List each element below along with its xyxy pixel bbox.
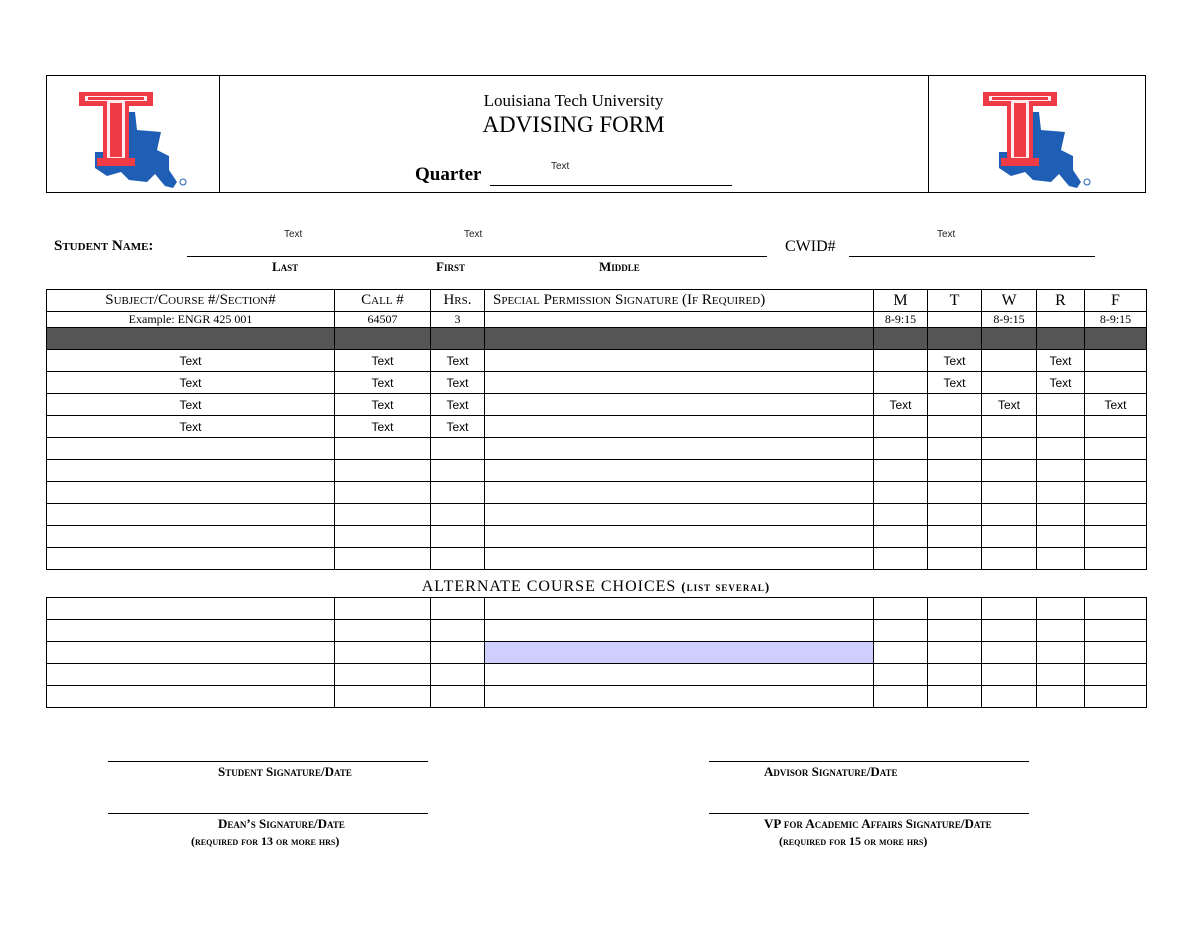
student-name-line (187, 256, 767, 257)
student-signature-line[interactable] (108, 761, 428, 762)
first-name-field[interactable]: Text (464, 229, 483, 240)
vp-signature-line[interactable] (709, 813, 1029, 814)
table-cell[interactable] (874, 504, 928, 526)
table-cell[interactable]: Text (335, 350, 431, 372)
table-cell[interactable] (928, 548, 982, 570)
table-cell[interactable] (485, 372, 874, 394)
table-cell[interactable] (982, 526, 1037, 548)
alternate-cell[interactable] (431, 642, 485, 664)
divider-row (47, 328, 1147, 350)
table-cell[interactable] (431, 438, 485, 460)
alternate-cell[interactable] (335, 598, 431, 620)
table-cell[interactable] (485, 482, 874, 504)
table-cell[interactable] (874, 482, 928, 504)
la-tech-logo-right (981, 90, 1093, 192)
alternate-cell[interactable] (431, 664, 485, 686)
table-cell[interactable] (874, 526, 928, 548)
table-cell[interactable] (431, 548, 485, 570)
table-cell[interactable] (431, 460, 485, 482)
alternate-cell[interactable] (335, 664, 431, 686)
alternate-row (47, 598, 1147, 620)
alternate-cell[interactable] (1085, 664, 1147, 686)
table-cell[interactable] (1037, 526, 1085, 548)
form-title: ADVISING FORM (482, 112, 665, 137)
col-w: W (982, 290, 1037, 312)
form-header (46, 75, 1146, 193)
alternate-cell[interactable] (982, 642, 1037, 664)
quarter-label: Quarter (415, 164, 482, 185)
dean-signature-line[interactable] (108, 813, 428, 814)
alternate-cell[interactable] (1085, 642, 1147, 664)
alternate-title: ALTERNATE COURSE CHOICES (421, 578, 677, 595)
col-m: M (874, 290, 928, 312)
table-header-row (47, 290, 1147, 312)
alternate-cell[interactable] (928, 620, 982, 642)
table-row (47, 416, 1147, 438)
table-cell[interactable] (874, 350, 928, 372)
table-cell[interactable]: Text (1085, 394, 1147, 416)
table-cell[interactable] (1037, 394, 1085, 416)
table-cell[interactable] (485, 460, 874, 482)
example-cell: 8-9:15 (982, 312, 1037, 328)
alternate-cell[interactable] (47, 664, 335, 686)
table-cell[interactable] (928, 526, 982, 548)
table-cell[interactable] (485, 394, 874, 416)
table-cell[interactable] (982, 548, 1037, 570)
table-cell[interactable] (485, 416, 874, 438)
table-cell[interactable] (982, 416, 1037, 438)
cwid-field[interactable]: Text (937, 229, 956, 240)
table-row (47, 504, 1147, 526)
table-cell[interactable]: Text (1037, 350, 1085, 372)
table-row (47, 526, 1147, 548)
table-cell[interactable]: Text (335, 416, 431, 438)
alternate-cell[interactable] (1037, 664, 1085, 686)
table-cell[interactable]: Text (335, 394, 431, 416)
alternate-cell[interactable] (335, 620, 431, 642)
university-name: Louisiana Tech University (483, 91, 664, 110)
example-cell: 64507 (335, 312, 431, 328)
table-cell[interactable] (1085, 416, 1147, 438)
table-cell[interactable] (1085, 350, 1147, 372)
example-cell (485, 312, 874, 328)
table-cell[interactable] (928, 438, 982, 460)
cwid-label: CWID# (785, 238, 836, 255)
table-cell[interactable] (431, 526, 485, 548)
quarter-field[interactable]: Text (551, 161, 570, 172)
table-cell[interactable]: Text (335, 372, 431, 394)
last-label: Last (272, 259, 299, 274)
alternate-cell[interactable] (1085, 620, 1147, 642)
example-cell: 8-9:15 (874, 312, 928, 328)
table-cell[interactable]: Text (982, 394, 1037, 416)
table-cell[interactable] (431, 504, 485, 526)
table-cell[interactable] (47, 482, 335, 504)
table-cell[interactable] (928, 416, 982, 438)
student-signature-label: Student Signature/Date (218, 764, 352, 779)
table-cell[interactable]: Text (47, 394, 335, 416)
table-cell[interactable] (485, 548, 874, 570)
alternate-cell[interactable] (1037, 620, 1085, 642)
col-hrs: Hrs. (431, 290, 485, 312)
table-cell[interactable] (874, 460, 928, 482)
last-name-field[interactable]: Text (284, 229, 303, 240)
col-r: R (1037, 290, 1085, 312)
table-cell[interactable] (335, 460, 431, 482)
alternate-cell[interactable] (874, 686, 928, 708)
table-cell[interactable] (335, 482, 431, 504)
alternate-cell[interactable] (485, 664, 874, 686)
col-f: F (1085, 290, 1147, 312)
table-cell[interactable] (1037, 438, 1085, 460)
table-cell[interactable]: Text (47, 416, 335, 438)
table-cell[interactable] (1085, 526, 1147, 548)
table-cell[interactable] (485, 504, 874, 526)
student-name-label: Student Name: (54, 238, 154, 254)
alternate-row (47, 642, 1147, 664)
first-label: First (436, 259, 465, 274)
table-cell[interactable] (485, 350, 874, 372)
dean-signature-label: Dean’s Signature/Date (218, 816, 345, 831)
alternate-cell[interactable] (1085, 598, 1147, 620)
alternate-row (47, 664, 1147, 686)
col-subject: Subject/Course #/Section# (47, 290, 335, 312)
table-cell[interactable] (982, 482, 1037, 504)
table-cell[interactable] (47, 504, 335, 526)
table-row (47, 548, 1147, 570)
table-cell[interactable] (1037, 460, 1085, 482)
course-table (46, 289, 1147, 570)
table-row (47, 482, 1147, 504)
table-cell[interactable]: Text (928, 372, 982, 394)
table-cell[interactable] (1085, 460, 1147, 482)
table-cell[interactable] (431, 482, 485, 504)
table-cell[interactable] (928, 460, 982, 482)
alternate-cell[interactable] (874, 598, 928, 620)
table-row (47, 394, 1147, 416)
alternate-cell[interactable] (485, 620, 874, 642)
alternate-cell[interactable] (485, 642, 874, 664)
table-cell[interactable] (1085, 438, 1147, 460)
alternate-cell[interactable] (485, 686, 874, 708)
table-cell[interactable] (1037, 548, 1085, 570)
table-cell[interactable] (874, 548, 928, 570)
example-cell (1037, 312, 1085, 328)
table-cell[interactable]: Text (874, 394, 928, 416)
header-divider (928, 76, 929, 192)
alternate-cell[interactable] (431, 598, 485, 620)
table-cell[interactable] (1085, 372, 1147, 394)
alternate-cell[interactable] (1037, 642, 1085, 664)
col-call: Call # (335, 290, 431, 312)
table-cell[interactable] (335, 526, 431, 548)
table-cell[interactable] (47, 438, 335, 460)
alternate-cell[interactable] (47, 686, 335, 708)
alternate-row (47, 620, 1147, 642)
example-cell: 3 (431, 312, 485, 328)
col-permission: Special Permission Signature (If Required) (485, 290, 874, 312)
table-cell[interactable] (874, 372, 928, 394)
alternate-cell[interactable] (1085, 686, 1147, 708)
table-row (47, 438, 1147, 460)
table-cell[interactable]: Text (431, 350, 485, 372)
alternate-cell[interactable] (335, 686, 431, 708)
table-cell[interactable] (928, 504, 982, 526)
alternate-cell[interactable] (874, 642, 928, 664)
table-cell[interactable]: Text (47, 372, 335, 394)
table-cell[interactable] (47, 526, 335, 548)
table-cell[interactable]: Text (431, 372, 485, 394)
advisor-signature-line[interactable] (709, 761, 1029, 762)
alternate-cell[interactable] (928, 686, 982, 708)
example-cell (928, 312, 982, 328)
alternate-cell[interactable] (335, 642, 431, 664)
example-cell: Example: ENGR 425 001 (47, 312, 335, 328)
alternate-cell[interactable] (928, 664, 982, 686)
dean-note: (required for 13 or more hrs) (191, 834, 340, 848)
alternate-cell[interactable] (874, 620, 928, 642)
alternate-cell[interactable] (1037, 598, 1085, 620)
table-cell[interactable]: Text (47, 350, 335, 372)
alternate-table (46, 597, 1147, 708)
table-cell[interactable] (982, 460, 1037, 482)
vp-note: (required for 15 or more hrs) (779, 834, 928, 848)
table-cell[interactable] (982, 438, 1037, 460)
table-cell[interactable] (1085, 482, 1147, 504)
alternate-cell[interactable] (1037, 686, 1085, 708)
table-cell[interactable] (335, 548, 431, 570)
table-cell[interactable]: Text (928, 350, 982, 372)
alternate-cell[interactable] (928, 598, 982, 620)
alternate-subtitle: (list several) (681, 579, 771, 594)
la-tech-logo-left (77, 90, 189, 192)
vp-signature-label: VP for Academic Affairs Signature/Date (764, 816, 992, 831)
table-row (47, 460, 1147, 482)
table-cell[interactable] (928, 482, 982, 504)
quarter-line (490, 185, 732, 186)
table-cell[interactable] (874, 438, 928, 460)
table-row (47, 372, 1147, 394)
table-cell[interactable] (485, 438, 874, 460)
table-cell[interactable] (1037, 504, 1085, 526)
alternate-cell[interactable] (47, 598, 335, 620)
table-cell[interactable] (335, 438, 431, 460)
example-row (47, 312, 1147, 328)
table-cell[interactable] (47, 460, 335, 482)
table-cell[interactable] (982, 372, 1037, 394)
alternate-cell[interactable] (982, 686, 1037, 708)
table-cell[interactable] (1037, 416, 1085, 438)
table-cell[interactable]: Text (1037, 372, 1085, 394)
table-cell[interactable] (982, 350, 1037, 372)
alternate-cell[interactable] (982, 664, 1037, 686)
middle-label: Middle (599, 259, 640, 274)
table-row (47, 350, 1147, 372)
table-cell[interactable]: Text (431, 394, 485, 416)
table-cell[interactable] (335, 504, 431, 526)
table-cell[interactable] (928, 394, 982, 416)
table-cell[interactable] (1085, 548, 1147, 570)
alternate-cell[interactable] (982, 620, 1037, 642)
alternate-cell[interactable] (47, 642, 335, 664)
table-cell[interactable] (1085, 504, 1147, 526)
alternate-cell[interactable] (928, 642, 982, 664)
table-cell[interactable] (982, 504, 1037, 526)
advisor-signature-label: Advisor Signature/Date (764, 764, 898, 779)
alternate-cell[interactable] (485, 598, 874, 620)
alternate-cell[interactable] (874, 664, 928, 686)
table-cell[interactable]: Text (431, 416, 485, 438)
alternate-cell[interactable] (431, 620, 485, 642)
table-cell[interactable] (1037, 482, 1085, 504)
alternate-row (47, 686, 1147, 708)
col-t: T (928, 290, 982, 312)
table-cell[interactable] (874, 416, 928, 438)
example-cell: 8-9:15 (1085, 312, 1147, 328)
alternate-cell[interactable] (47, 620, 335, 642)
cwid-line (849, 256, 1095, 257)
table-cell[interactable] (47, 548, 335, 570)
alternate-cell[interactable] (982, 598, 1037, 620)
alternate-cell[interactable] (431, 686, 485, 708)
table-cell[interactable] (485, 526, 874, 548)
alternate-title-block (46, 578, 1146, 596)
